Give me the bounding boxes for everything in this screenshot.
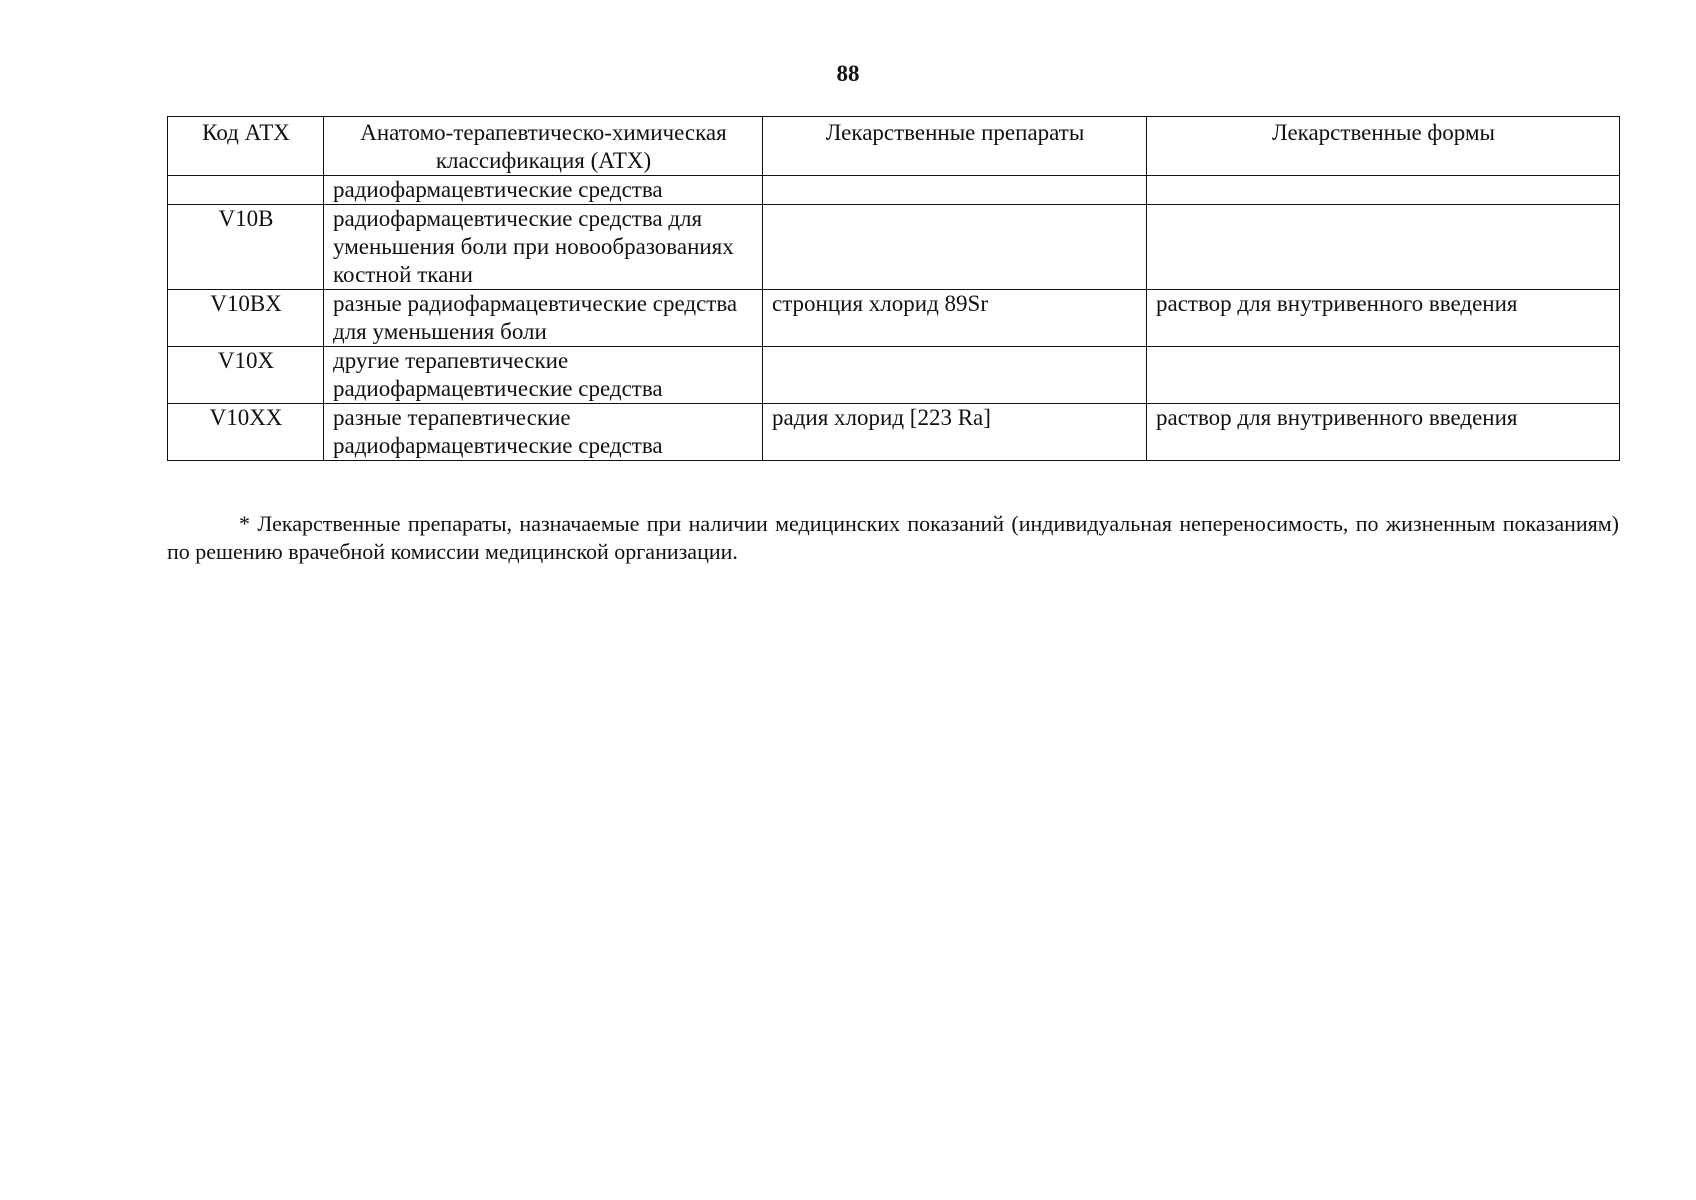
table-row	[168, 205, 1620, 290]
header-atx-classification: Анатомо-терапевтическо-химическая классификация (АТХ)	[324, 117, 763, 176]
table-row	[168, 404, 1620, 461]
drug-cell	[763, 176, 1147, 205]
header-atx-code: Код АТХ	[168, 117, 324, 176]
drug-cell	[763, 347, 1147, 404]
table-row	[168, 290, 1620, 347]
drug-cell	[763, 205, 1147, 290]
atx-code-cell: V10B	[168, 205, 324, 290]
dosage-form-cell	[1147, 176, 1620, 205]
classification-cell: радиофармацевтические средства для уменьшения боли при новообразованиях костной ткани	[324, 205, 763, 290]
classification-cell: разные радиофармацевтические средства для уменьшения боли	[324, 290, 763, 347]
drug-cell: радия хлорид [223 Ra]	[763, 404, 1147, 461]
atx-table	[167, 116, 1620, 461]
atx-code-cell: V10BX	[168, 290, 324, 347]
table-header-row	[168, 117, 1620, 176]
dosage-form-cell: раствор для внутривенного введения	[1147, 290, 1620, 347]
table-row	[168, 176, 1620, 205]
table-row	[168, 347, 1620, 404]
classification-cell: радиофармацевтические средства	[324, 176, 763, 205]
header-drugs: Лекарственные препараты	[763, 117, 1147, 176]
footnote: * Лекарственные препараты, назначаемые при наличии медицинских показаний (индивидуальная непереносимость, по жизненным показаниям) по решению врачебной комиссии медицинской организации.	[167, 511, 1619, 564]
dosage-form-cell	[1147, 205, 1620, 290]
drug-cell: стронция хлорид 89Sr	[763, 290, 1147, 347]
classification-cell: разные терапевтические радиофармацевтические средства	[324, 404, 763, 461]
page-number: 88	[836, 61, 860, 86]
header-dosage-forms: Лекарственные формы	[1147, 117, 1620, 176]
classification-cell: другие терапевтические радиофармацевтические средства	[324, 347, 763, 404]
atx-code-cell: V10XX	[168, 404, 324, 461]
atx-code-cell	[168, 176, 324, 205]
dosage-form-cell	[1147, 347, 1620, 404]
dosage-form-cell: раствор для внутривенного введения	[1147, 404, 1620, 461]
atx-code-cell: V10X	[168, 347, 324, 404]
